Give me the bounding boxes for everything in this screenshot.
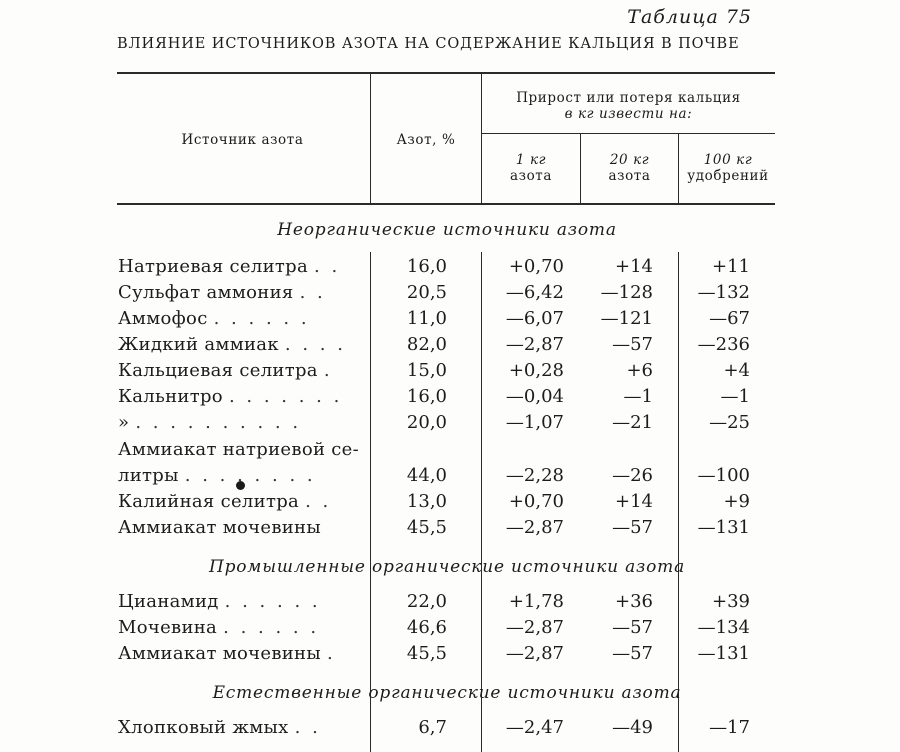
source-name: Сульфат аммония bbox=[118, 282, 294, 303]
source-cell bbox=[118, 384, 363, 410]
per-100kg-cell: —131 bbox=[697, 643, 750, 664]
leader-dots: . . . . . . bbox=[213, 308, 310, 329]
header-nitrogen: Азот, % bbox=[396, 132, 456, 148]
per-20kg-cell: —26 bbox=[612, 465, 653, 486]
per-1kg-cell: —2,47 bbox=[505, 717, 564, 738]
nitrogen-cell: 22,0 bbox=[406, 591, 447, 612]
per-20kg-cell: —128 bbox=[600, 282, 653, 303]
header-col-20kg bbox=[581, 152, 678, 184]
per-100kg-cell: —25 bbox=[709, 412, 750, 433]
source-cell bbox=[118, 254, 363, 280]
source-cell bbox=[118, 306, 363, 332]
table-row bbox=[0, 641, 900, 667]
nitrogen-cell: 45,5 bbox=[406, 517, 447, 538]
per-1kg-cell: +0,70 bbox=[508, 256, 564, 277]
header-col-1kg-line1: 1 кг bbox=[515, 152, 547, 168]
per-1kg-cell: —1,07 bbox=[505, 412, 564, 433]
leader-dots: . . . . . . . . bbox=[184, 465, 316, 486]
source-cell bbox=[118, 463, 363, 489]
table-row bbox=[0, 589, 900, 615]
nitrogen-cell: 15,0 bbox=[406, 360, 447, 381]
per-100kg-cell: +11 bbox=[712, 256, 750, 277]
leader-dots: . . bbox=[305, 491, 332, 512]
header-top-rule bbox=[117, 72, 775, 74]
per-100kg-cell: —1 bbox=[720, 386, 750, 407]
per-1kg-cell: +0,70 bbox=[508, 491, 564, 512]
header-group-line2: в кг извести на: bbox=[564, 106, 693, 122]
leader-dots: . . . . bbox=[284, 334, 346, 355]
header-source: Источник азота bbox=[181, 132, 304, 148]
nitrogen-cell: 20,0 bbox=[406, 412, 447, 433]
per-1kg-cell: —0,04 bbox=[505, 386, 564, 407]
table-number: Таблица 75 bbox=[627, 6, 752, 28]
per-20kg-cell: +6 bbox=[626, 360, 653, 381]
header-group bbox=[482, 90, 775, 122]
table-row bbox=[0, 306, 900, 332]
source-cell bbox=[118, 589, 363, 615]
source-cell bbox=[118, 489, 363, 515]
nitrogen-cell: 6,7 bbox=[418, 717, 447, 738]
per-100kg-cell: —100 bbox=[697, 465, 750, 486]
per-100kg-cell: +4 bbox=[723, 360, 750, 381]
source-name: Аммофос bbox=[118, 308, 208, 329]
per-100kg-cell: —131 bbox=[697, 517, 750, 538]
leader-dots: . . . . . . . bbox=[228, 386, 343, 407]
per-20kg-cell: —57 bbox=[612, 517, 653, 538]
per-100kg-cell: —67 bbox=[709, 308, 750, 329]
per-1kg-cell: —2,87 bbox=[505, 643, 564, 664]
source-name: » bbox=[118, 412, 130, 433]
per-20kg-cell: —57 bbox=[612, 643, 653, 664]
per-20kg-cell: +36 bbox=[615, 591, 653, 612]
source-cell bbox=[118, 615, 363, 641]
leader-dots: . bbox=[323, 360, 333, 381]
header-col-100kg bbox=[679, 152, 777, 184]
source-name: Кальциевая селитра bbox=[118, 360, 318, 381]
source-cell bbox=[118, 641, 363, 667]
table-title: ВЛИЯНИЕ ИСТОЧНИКОВ АЗОТА НА СОДЕРЖАНИЕ КАЛЬЦИЯ В ПОЧВЕ bbox=[117, 36, 740, 52]
section-heading: Промышленные органические источники азота bbox=[208, 557, 686, 577]
source-name: Калийная селитра bbox=[118, 491, 300, 512]
source-name: Цианамид bbox=[118, 591, 219, 612]
per-1kg-cell: —2,87 bbox=[505, 334, 564, 355]
leader-dots: . . bbox=[299, 282, 326, 303]
source-name: Хлопковый жмых bbox=[118, 717, 289, 738]
header-col-100kg-line2: удобрений bbox=[687, 168, 769, 184]
table-row bbox=[0, 437, 900, 463]
source-name: Натриевая селитра bbox=[118, 256, 308, 277]
source-cell bbox=[118, 280, 363, 306]
per-20kg-cell: —121 bbox=[600, 308, 653, 329]
per-20kg-cell: +14 bbox=[615, 491, 653, 512]
leader-dots: . . bbox=[294, 717, 321, 738]
per-100kg-cell: —134 bbox=[697, 617, 750, 638]
header-group-line1: Прирост или потеря кальция bbox=[516, 90, 741, 106]
section-heading: Естественные органические источники азота bbox=[212, 683, 682, 703]
per-20kg-cell: —1 bbox=[623, 386, 653, 407]
per-20kg-cell: —21 bbox=[612, 412, 653, 433]
leader-dots: . bbox=[327, 643, 336, 664]
table-row bbox=[0, 715, 900, 741]
per-1kg-cell: +1,78 bbox=[508, 591, 564, 612]
source-cell bbox=[118, 358, 363, 384]
nitrogen-cell: 16,0 bbox=[406, 256, 447, 277]
per-100kg-cell: —17 bbox=[709, 717, 750, 738]
per-100kg-cell: —132 bbox=[697, 282, 750, 303]
header-col-100kg-line1: 100 кг bbox=[703, 152, 753, 168]
nitrogen-cell: 20,5 bbox=[406, 282, 447, 303]
leader-dots: . . . . . . bbox=[223, 617, 320, 638]
per-1kg-cell: +0,28 bbox=[508, 360, 564, 381]
source-cell bbox=[118, 332, 363, 358]
per-20kg-cell: —49 bbox=[612, 717, 653, 738]
leader-dots: . . . . . . bbox=[224, 591, 321, 612]
per-1kg-cell: —6,42 bbox=[505, 282, 564, 303]
source-name: Мочевина bbox=[118, 617, 218, 638]
per-100kg-cell: —236 bbox=[697, 334, 750, 355]
nitrogen-cell: 46,6 bbox=[406, 617, 447, 638]
leader-dots: . . . . . . . . . . bbox=[135, 412, 302, 433]
per-20kg-cell: +14 bbox=[615, 256, 653, 277]
source-cell bbox=[118, 515, 363, 541]
table-row bbox=[0, 463, 900, 489]
source-cell bbox=[118, 410, 363, 436]
source-name: Кальнитро bbox=[118, 386, 223, 407]
per-100kg-cell: +39 bbox=[712, 591, 750, 612]
nitrogen-cell: 11,0 bbox=[406, 308, 447, 329]
header-col-1kg-line2: азота bbox=[509, 168, 553, 184]
table-row bbox=[0, 615, 900, 641]
source-cell bbox=[118, 715, 363, 741]
table-row bbox=[0, 332, 900, 358]
header-col-1kg bbox=[482, 152, 580, 184]
nitrogen-cell: 44,0 bbox=[406, 465, 447, 486]
header-divider-1 bbox=[370, 73, 371, 203]
table-row bbox=[0, 489, 900, 515]
per-20kg-cell: —57 bbox=[612, 617, 653, 638]
nitrogen-cell: 13,0 bbox=[406, 491, 447, 512]
header-col-20kg-line2: азота bbox=[608, 168, 651, 184]
section-heading: Неорганические источники азота bbox=[277, 220, 617, 240]
source-name: Жидкий аммиак bbox=[118, 334, 279, 355]
source-name: Аммиакат мочевины bbox=[118, 643, 321, 664]
nitrogen-cell: 16,0 bbox=[406, 386, 447, 407]
per-1kg-cell: —2,87 bbox=[505, 617, 564, 638]
source-cell bbox=[118, 437, 363, 463]
per-1kg-cell: —2,87 bbox=[505, 517, 564, 538]
header-group-rule bbox=[482, 133, 775, 134]
source-name: литры bbox=[118, 465, 179, 486]
source-name: Аммиакат натриевой се- bbox=[118, 439, 359, 460]
table-row bbox=[0, 358, 900, 384]
header-bottom-rule bbox=[117, 203, 775, 205]
table-row bbox=[0, 410, 900, 436]
header-col-20kg-line1: 20 кг bbox=[609, 152, 650, 168]
table-row bbox=[0, 280, 900, 306]
nitrogen-cell: 82,0 bbox=[406, 334, 447, 355]
source-name: Аммиакат мочевины bbox=[118, 517, 321, 538]
per-1kg-cell: —6,07 bbox=[505, 308, 564, 329]
table-row bbox=[0, 515, 900, 541]
per-100kg-cell: +9 bbox=[723, 491, 750, 512]
table-row bbox=[0, 254, 900, 280]
leader-dots: . . bbox=[314, 256, 341, 277]
table-row bbox=[0, 384, 900, 410]
nitrogen-cell: 45,5 bbox=[406, 643, 447, 664]
per-1kg-cell: —2,28 bbox=[505, 465, 564, 486]
per-20kg-cell: —57 bbox=[612, 334, 653, 355]
